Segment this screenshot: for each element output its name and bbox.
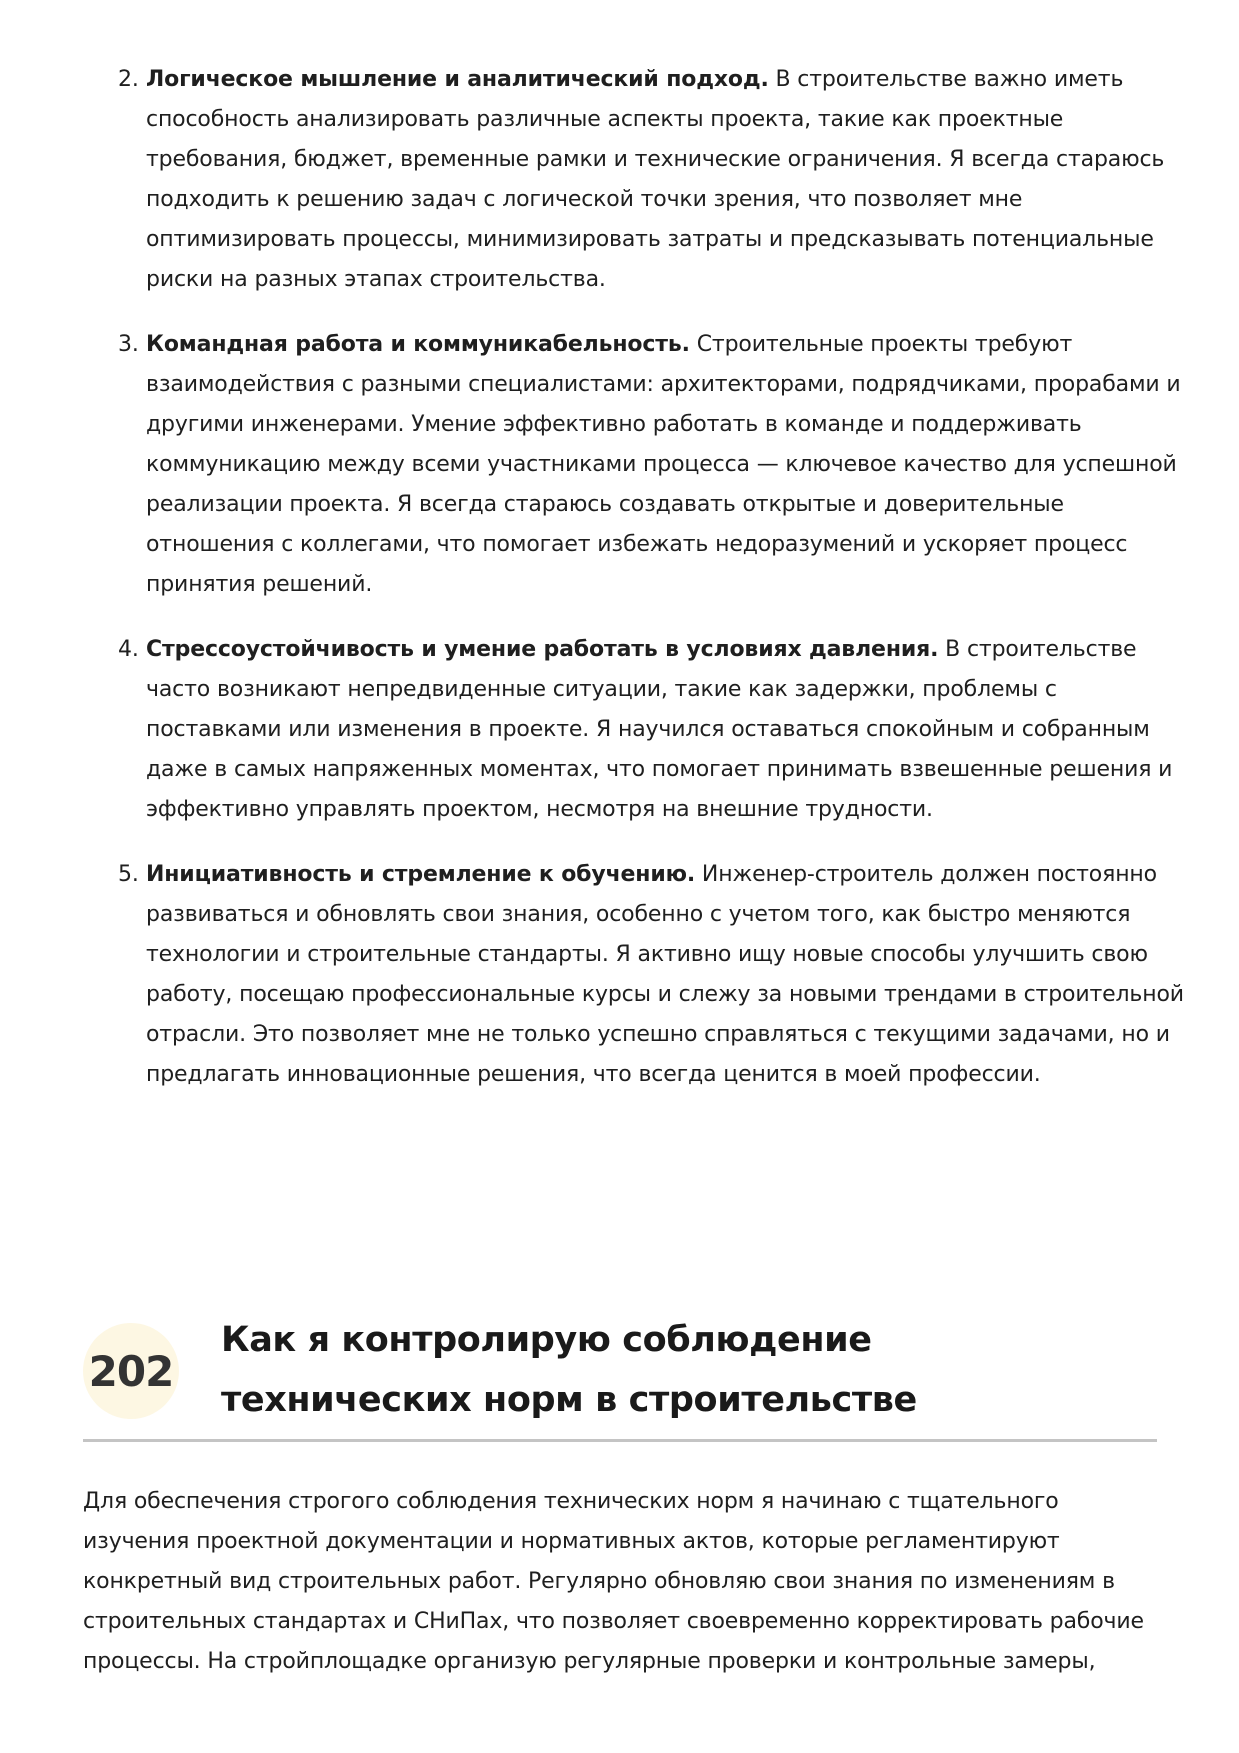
section-title: Как я контролирую соблюдение технических норм в строительстве xyxy=(221,1320,917,1420)
list-item-title: Логическое мышление и аналитический подход. xyxy=(146,67,769,92)
list-item-title: Инициативность и стремление к обучению. xyxy=(146,862,696,887)
list-item xyxy=(118,630,1196,830)
list-item-number: 3. xyxy=(118,332,139,357)
list-item-number: 4. xyxy=(118,637,139,662)
list-item xyxy=(118,325,1196,605)
list-item-number: 2. xyxy=(118,67,139,92)
list-item xyxy=(118,855,1196,1095)
section-number-badge: 202 xyxy=(83,1323,179,1419)
list-item-text: В строительстве важно иметь способность анализировать различные аспекты проекта, такие как проектные требования, бюджет, временные рамки и технические ограничения. Я всегда стараюсь подходить к решению задач с логической точки зрения, что позволяет мне оптимизировать процессы, минимизировать затраты и предсказывать потенциальные риски на разных этапах строительства. xyxy=(146,67,1165,292)
list-item-text: В строительстве часто возникают непредвиденные ситуации, такие как задержки, проблемы с поставками или изменения в проекте. Я научился оставаться спокойным и собранным даже в самых напряженных моментах, что помогает принимать взвешенные решения и эффективно управлять проектом, несмотря на внешние трудности. xyxy=(146,637,1173,822)
list-item-number: 5. xyxy=(118,862,139,887)
list-item-text: Строительные проекты требуют взаимодействия с разными специалистами: архитекторами, подрядчиками, прорабами и другими инженерами. Умение эффективно работать в команде и поддерживать коммуникацию между всеми участниками процесса — ключевое качество для успешной реализации проекта. Я всегда стараюсь создавать открытые и доверительные отношения с коллегами, что помогает избежать недоразумений и ускоряет процесс принятия решений. xyxy=(146,332,1181,597)
section-body-paragraph: Для обеспечения строгого соблюдения технических норм я начинаю с тщательного изучения проектной документации и нормативных актов, которые регламентируют конкретный вид строительных работ. Регулярно обновляю свои знания по изменениям в строительных стандартах и СНиПах, что позволяет своевременно корректировать рабочие процессы. На стройплощадке организую регулярные проверки и контрольные замеры, xyxy=(83,1489,1144,1674)
list-item-title: Командная работа и коммуникабельность. xyxy=(146,332,690,357)
list-item-text: Инженер-строитель должен постоянно развиваться и обновлять свои знания, особенно с учетом того, как быстро меняются технологии и строительные стандарты. Я активно ищу новые способы улучшить свою работу, посещаю профессиональные курсы и слежу за новыми трендами в строительной отрасли. Это позволяет мне не только успешно справляться с текущими задачами, но и предлагать инновационные решения, что всегда ценится в моей профессии. xyxy=(146,862,1184,1087)
list-item xyxy=(118,60,1196,300)
section-divider xyxy=(83,1439,1157,1442)
qualities-list xyxy=(118,60,1196,1120)
section-header xyxy=(83,1310,1163,1440)
list-item-title: Стрессоустойчивость и умение работать в условиях давления. xyxy=(146,637,939,662)
